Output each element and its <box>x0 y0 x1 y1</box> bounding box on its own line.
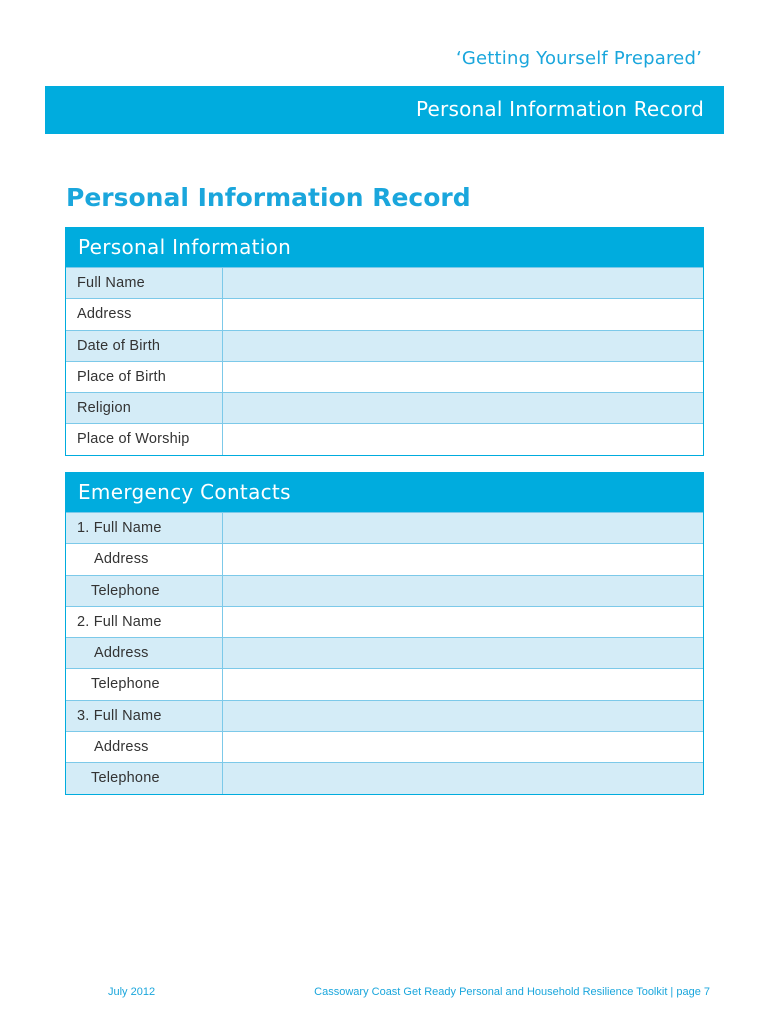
place-of-worship-field[interactable] <box>223 424 703 454</box>
form-row-contact-3-telephone <box>66 762 703 793</box>
form-row-contact-2-address <box>66 637 703 668</box>
form-row-place-of-birth <box>66 361 703 392</box>
emergency-contacts-section <box>65 472 704 795</box>
address-field[interactable] <box>223 299 703 329</box>
field-label: 3. Full Name <box>66 701 223 731</box>
contact-1-telephone-field[interactable] <box>223 576 703 606</box>
form-row-contact-2-telephone <box>66 668 703 699</box>
contact-2-telephone-field[interactable] <box>223 669 703 699</box>
field-label: 2. Full Name <box>66 607 223 637</box>
date-of-birth-field[interactable] <box>223 331 703 361</box>
section-heading: Personal Information <box>66 228 703 267</box>
footer-date: July 2012 <box>108 986 156 998</box>
contact-1-name-field[interactable] <box>223 513 703 543</box>
header-banner <box>45 86 724 134</box>
field-label: Address <box>66 544 223 574</box>
tagline: ‘Getting Yourself Prepared’ <box>455 48 702 69</box>
contact-2-name-field[interactable] <box>223 607 703 637</box>
field-label: Place of Worship <box>66 424 223 454</box>
field-label: 1. Full Name <box>66 513 223 543</box>
contact-1-address-field[interactable] <box>223 544 703 574</box>
form-row-full-name <box>66 267 703 298</box>
form-row-contact-2-name <box>66 606 703 637</box>
form-row-contact-3-name <box>66 700 703 731</box>
field-label: Full Name <box>66 268 223 298</box>
field-label: Telephone <box>66 763 223 793</box>
form-row-address <box>66 298 703 329</box>
form-row-contact-3-address <box>66 731 703 762</box>
field-label: Telephone <box>66 576 223 606</box>
personal-information-section <box>65 227 704 456</box>
field-label: Telephone <box>66 669 223 699</box>
form-row-contact-1-telephone <box>66 575 703 606</box>
full-name-field[interactable] <box>223 268 703 298</box>
field-label: Address <box>66 299 223 329</box>
section-heading: Emergency Contacts <box>66 473 703 512</box>
form-row-place-of-worship <box>66 423 703 454</box>
religion-field[interactable] <box>223 393 703 423</box>
contact-3-name-field[interactable] <box>223 701 703 731</box>
field-label: Place of Birth <box>66 362 223 392</box>
form-row-date-of-birth <box>66 330 703 361</box>
footer-credit: Cassowary Coast Get Ready Personal and Household Resilience Toolkit | page 7 <box>314 986 710 998</box>
form-row-religion <box>66 392 703 423</box>
field-label: Date of Birth <box>66 331 223 361</box>
banner-title: Personal Information Record <box>415 97 704 121</box>
field-label: Address <box>66 638 223 668</box>
form-row-contact-1-address <box>66 543 703 574</box>
field-label: Religion <box>66 393 223 423</box>
contact-3-telephone-field[interactable] <box>223 763 703 793</box>
form-row-contact-1-name <box>66 512 703 543</box>
contact-3-address-field[interactable] <box>223 732 703 762</box>
field-label: Address <box>66 732 223 762</box>
place-of-birth-field[interactable] <box>223 362 703 392</box>
contact-2-address-field[interactable] <box>223 638 703 668</box>
page-title: Personal Information Record <box>66 183 471 212</box>
